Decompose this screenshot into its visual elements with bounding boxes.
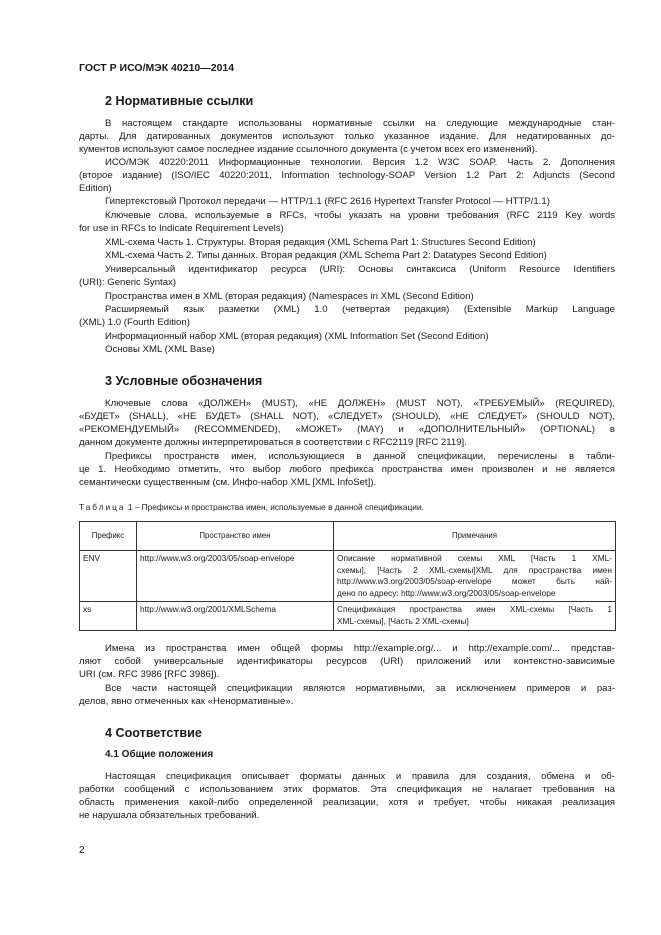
text-line: Описание нормативной схемы XML [Часть 1 XML- [337,553,612,563]
sec2-intro-paragraph [79,117,615,156]
cell-note [334,602,616,630]
ref-xml-base [79,343,615,356]
subsection-4-1-title: 4.1 Общие положения [105,749,214,760]
text-line: Информационный набор XML (вторая редакция) (XML Information Set (Second Edition) [105,331,489,342]
section-3-title: 3 Условные обозначения [105,374,263,388]
text-line: XML-схемы], [Часть 2 XML-схемы] [337,615,469,626]
document-header: ГОСТ Р ИСО/МЭК 40210—2014 [79,62,235,74]
ref-rfc2119 [79,209,615,235]
sec3-uri-paragraph [79,642,615,681]
ref-xml-schema-1 [79,236,615,249]
text-line: Ключевые слова «ДОЛЖЕН» (MUST), «НЕ ДОЛЖЕН» (MUST NOT), «ТРЕБУЕМЫЙ» (REQUIRED), [105,398,615,409]
cell-namespace: http://www.w3.org/2003/05/soap-envelope [137,551,334,602]
cell-prefix: ENV [80,551,137,602]
text-line: http://www.w3.org/2003/05/soap-envelope может быть най- [337,576,612,587]
sec3-prefixes-paragraph [79,450,615,489]
sec3-keywords-paragraph [79,397,615,449]
text-line: В настоящем стандарте использованы нормативные ссылки на следующие международные стан- [105,118,615,129]
header-namespace: Пространство имен [137,522,334,551]
section-2-title: 2 Нормативные ссылки [105,94,254,108]
header-prefix: Префикс [80,522,137,551]
table-caption-text: 1 – Префиксы и пространства имен, используемые в данной спецификации. [127,502,424,512]
text-line: Основы XML (XML Base) [105,344,215,355]
text-line: не нарушала обязательных требований. [79,810,260,821]
text-line: URI (см. RFC 3986 [RFC 3986]). [79,669,220,680]
ref-uri [79,263,615,289]
table-caption [79,502,424,512]
text-line: работки сообщений с использованием этих форматов. Эта спецификация не налагает требования на [79,784,615,795]
cell-note [334,551,616,602]
text-line: for use in RFCs to Indicate Requirement Levels) [79,223,284,234]
text-line: дено по адресу: http://www.w3.org/2003/05/soap-envelope [337,587,556,598]
text-line: данном документе должны интерпретироваться в соответствии с RFC2119 [RFC 2119]. [79,437,467,448]
header-notes: Примечания [334,522,616,551]
text-line: кументов используют самое последнее издание ссылочного документа (с учетом всех его изменений). [79,144,538,155]
cell-prefix: xs [80,602,137,630]
page-number: 2 [79,845,85,856]
text-line: дарты. Для датированных документов используют только указанное издание. Для недатированных до- [79,131,615,142]
text-line: Префиксы пространств имен, использующиеся в данной спецификации, перечислены в табли- [105,451,615,462]
text-line: Пространства имен в XML (вторая редакция) (Namespaces in XML (Second Edition) [105,291,474,302]
table-caption-label: Таблица [79,502,126,512]
ref-infoset [79,330,615,343]
text-line: (второе издание) (ISO/IEC 40220:2011, Information technology-SOAP Version 1.2 Part 2: Adjuncts (Second [79,170,615,181]
section-4-title: 4 Соответствие [105,726,202,740]
table-row [80,602,616,630]
text-line: Все части настоящей спецификации являются нормативными, за исключением примеров и раз- [105,683,615,694]
text-line: «БУДЕТ» (SHALL), «НЕ БУДЕТ» (SHALL NOT), «СЛЕДУЕТ» (SHOULD), «НЕ СЛЕДУЕТ» (SHOULD NOT), [79,411,615,422]
text-line: (URI): Generic Syntax) [79,277,177,288]
text-line: семантически существенным (см. Инфо-набор XML [XML InfoSet]). [79,477,377,488]
text-line: Edition) [79,183,112,194]
text-line: це 1. Необходимо отметить, что выбор любого префикса пространства имен произволен и не является [79,464,615,475]
text-line: Спецификация пространства имен XML-схемы [Часть 1 [337,604,612,615]
ref-namespaces [79,290,615,303]
ref-iso-40220 [79,156,615,195]
text-line: схемы], [Часть 2 XML-схемы]XML для пространства имен [337,564,612,575]
sec4-paragraph [79,770,615,822]
text-line: делов, явно отмеченных как «Ненормативные». [79,696,294,707]
text-line: «РЕКОМЕНДУЕМЫЙ» (RECOMMENDED), «МОЖЕТ» (MAY) и «ДОПОЛНИТЕЛЬНЫЙ» (OPTIONAL) в [79,424,615,435]
text-line: XML-схема Часть 2. Типы данных. Вторая редакция (XML Schema Part 2: Datatypes Second Edition) [105,250,547,261]
ref-xml-schema-2 [79,249,615,262]
text-line: (XML) 1.0 (Fourth Edition) [79,317,190,328]
text-line: Имена из пространства имен общей формы http://example.org/... и http://example.com/... представ- [105,643,615,654]
text-line: ИСО/МЭК 40220:2011 Информационные технологии. Версия 1.2 W3C SOAP. Часть 2. Дополнения [105,157,615,168]
text-line: Гипертекстовый Протокол передачи — HTTP/1.1 (RFC 2616 Hypertext Transfer Protocol — HTTP/1.1) [105,196,550,207]
text-line: Расширяемый язык разметки (XML) 1.0 (четвертая редакция) (Extensible Markup Language [105,304,615,315]
table-header-row [80,522,616,551]
ref-http [79,195,615,208]
text-line: Универсальный идентификатор ресурса (URI): Основы синтаксиса (Uniform Resource Identifiers [105,264,615,275]
text-line: Настоящая спецификация описывает форматы данных и правила для создания, обмена и об- [105,771,615,782]
text-line: ляют собой универсальные идентификаторы ресурсов (URI) приложений или контекстно-зависимые [79,656,615,667]
text-line: область применения какой-либо определенной реализации, хотя и требует, чтобы никакая реализация [79,797,615,808]
text-line: XML-схема Часть 1. Структуры. Вторая редакция (XML Schema Part 1: Structures Second Edition) [105,237,536,248]
sec3-normative-paragraph [79,682,615,708]
text-line: Ключевые слова, используемые в RFCs, чтобы указать на уровни требования (RFC 2119 Key words [105,210,615,221]
namespace-prefix-table [79,521,616,631]
cell-namespace: http://www.w3.org/2001/XMLSchema [137,602,334,630]
table-row [80,551,616,602]
ref-xml [79,303,615,329]
